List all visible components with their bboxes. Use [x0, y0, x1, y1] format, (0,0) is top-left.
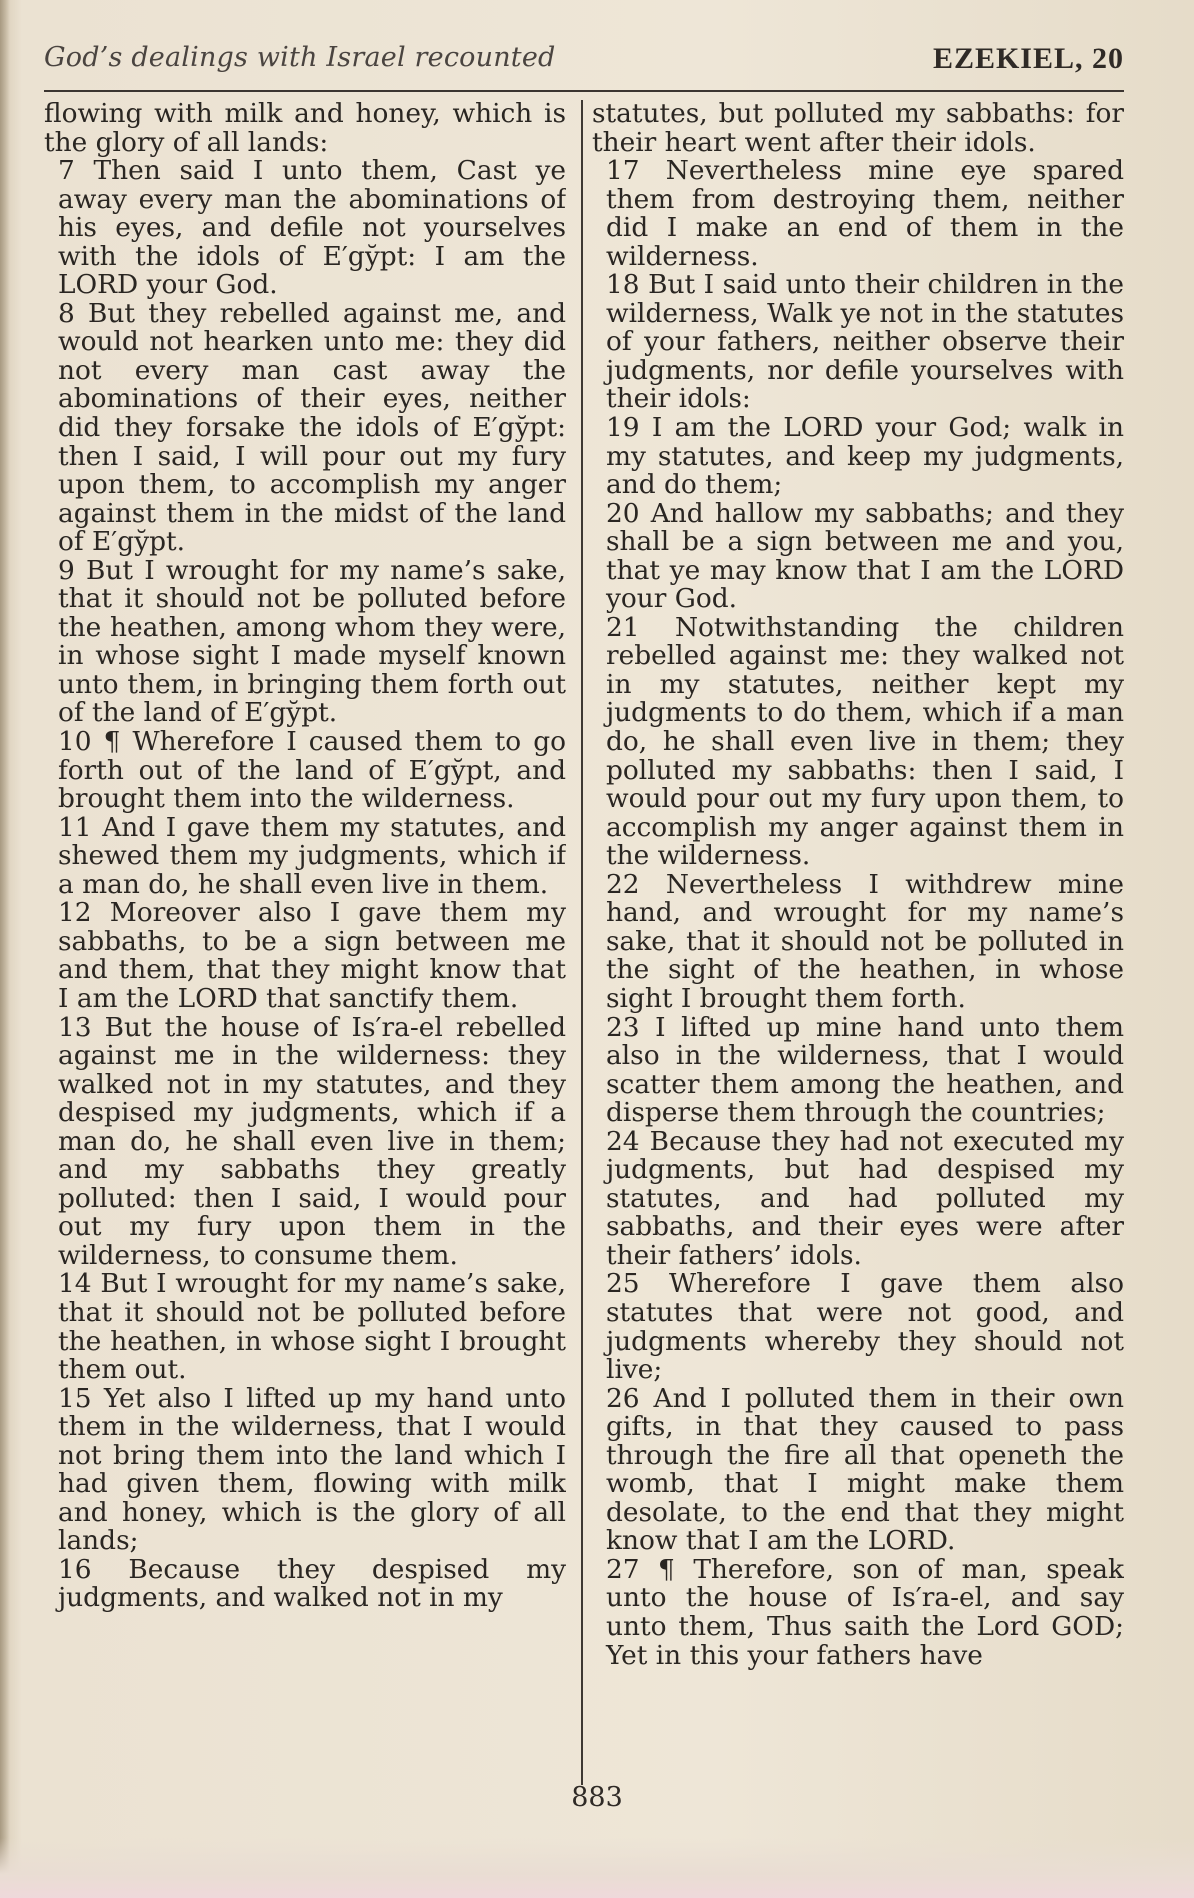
verse-26: 26 And I polluted them in their own gifts, in that they caused to pass through the fire all that openeth the womb, that I might make them desolate, to the end that they might know that I am the LORD. — [606, 1382, 1124, 1557]
page-binding-shadow — [0, 0, 10, 1898]
verse-7: 7 Then said I unto them, Cast ye away every man the abominations of his eyes, and defile not yourselves with the idols of E′gy̆pt: I am the LORD your God. — [58, 155, 566, 301]
verse-20: 20 And hallow my sabbaths; and they shall be a sign between me and you, that ye may know that I am the LORD your God. — [606, 497, 1124, 615]
column-divider — [581, 100, 583, 1785]
verse-27: 27 ¶ Therefore, son of man, speak unto the house of Is′ra-el, and say unto them, Thus saith the Lord GOD; Yet in this your fathers have — [606, 1553, 1124, 1671]
verse-25: 25 Wherefore I gave them also statutes that were not good, and judgments whereby they should not live; — [606, 1268, 1124, 1386]
verse-14: 14 But I wrought for my name’s sake, that it should not be polluted before the heathen, in whose sight I brought them out. — [58, 1268, 566, 1386]
verse-21: 21 Notwithstanding the children rebelled against me: they walked not in my statutes, neither kept my judgments to do them, which if a man do, he shall even live in them; they polluted my sabbaths: then I said, I would pour out my fury upon them, to accomplish my anger against them in the wilderness. — [606, 611, 1124, 872]
header-rule — [44, 90, 1124, 92]
book-chapter-heading: EZEKIEL, 20 — [932, 42, 1124, 75]
verse-16: 16 Because they despised my judgments, and walked not in my — [58, 1553, 566, 1614]
page-number: 883 — [571, 1782, 623, 1813]
verse-13: 13 But the house of Is′ra-el rebelled against me in the wilderness: they walked not in my statutes, and they despised my judgments, which if a man do, he shall even live in them; and my sabbaths they greatly polluted: then I said, I would pour out my fury upon them in the wilderness, to consume them. — [58, 1011, 566, 1271]
verse-15: 15 Yet also I lifted up my hand unto them in the wilderness, that I would not bring them into the land which I had given them, flowing with milk and honey, which is the glory of all lands; — [58, 1382, 566, 1557]
verse-22: 22 Nevertheless I withdrew mine hand, and wrought for my name’s sake, that it should not be polluted in the sight of the heathen, in whose sight I brought them forth. — [606, 868, 1124, 1014]
verse-19: 19 I am the LORD your God; walk in my statutes, and keep my judgments, and do them; — [606, 412, 1124, 501]
verse-6-continuation: flowing with milk and honey, which is the glory of all lands: — [44, 100, 566, 158]
page-bottom-edge — [0, 1838, 1194, 1898]
page-header — [44, 40, 1124, 84]
verse-17: 17 Nevertheless mine eye spared them from destroying them, neither did I make an end of them in the wilderness. — [606, 155, 1124, 272]
verse-8: 8 But they rebelled against me, and would not hearken unto me: they did not every man cast away the abominations of their eyes, neither did they forsake the idols of E′gy̆pt: then I said, I will pour out my fury upon them, to accomplish my anger against them in the midst of the land of E′gy̆pt. — [58, 297, 566, 558]
verse-12: 12 Moreover also I gave them my sabbaths, to be a sign between me and them, that they might know that I am the LORD that sanctify them. — [58, 897, 566, 1014]
verse-10: 10 ¶ Wherefore I caused them to go forth out of the land of E′gy̆pt, and brought them into the wilderness. — [58, 726, 566, 815]
verse-24: 24 Because they had not executed my judgments, but had despised my statutes, and had polluted my sabbaths, and their eyes were after their fathers’ idols. — [606, 1125, 1124, 1271]
verse-23: 23 I lifted up mine hand unto them also in the wilderness, that I would scatter them among the heathen, and disperse them through the countries; — [606, 1011, 1124, 1129]
verse-18: 18 But I said unto their children in the wilderness, Walk ye not in the statutes of your fathers, neither observe their judgments, nor defile yourselves with their idols: — [606, 269, 1124, 415]
right-column — [592, 100, 1124, 1790]
left-column — [44, 100, 566, 1790]
verse-11: 11 And I gave them my statutes, and shewed them my judgments, which if a man do, he shall even live in them. — [58, 811, 566, 900]
verse-9: 9 But I wrought for my name’s sake, that it should not be polluted before the heathen, among whom they were, in whose sight I made myself known unto them, in bringing them forth out of the land of E′gy̆pt. — [58, 554, 566, 729]
verse-16-continuation: statutes, but polluted my sabbaths: for their heart went after their idols. — [592, 100, 1124, 158]
running-title: God’s dealings with Israel recounted — [44, 42, 556, 73]
